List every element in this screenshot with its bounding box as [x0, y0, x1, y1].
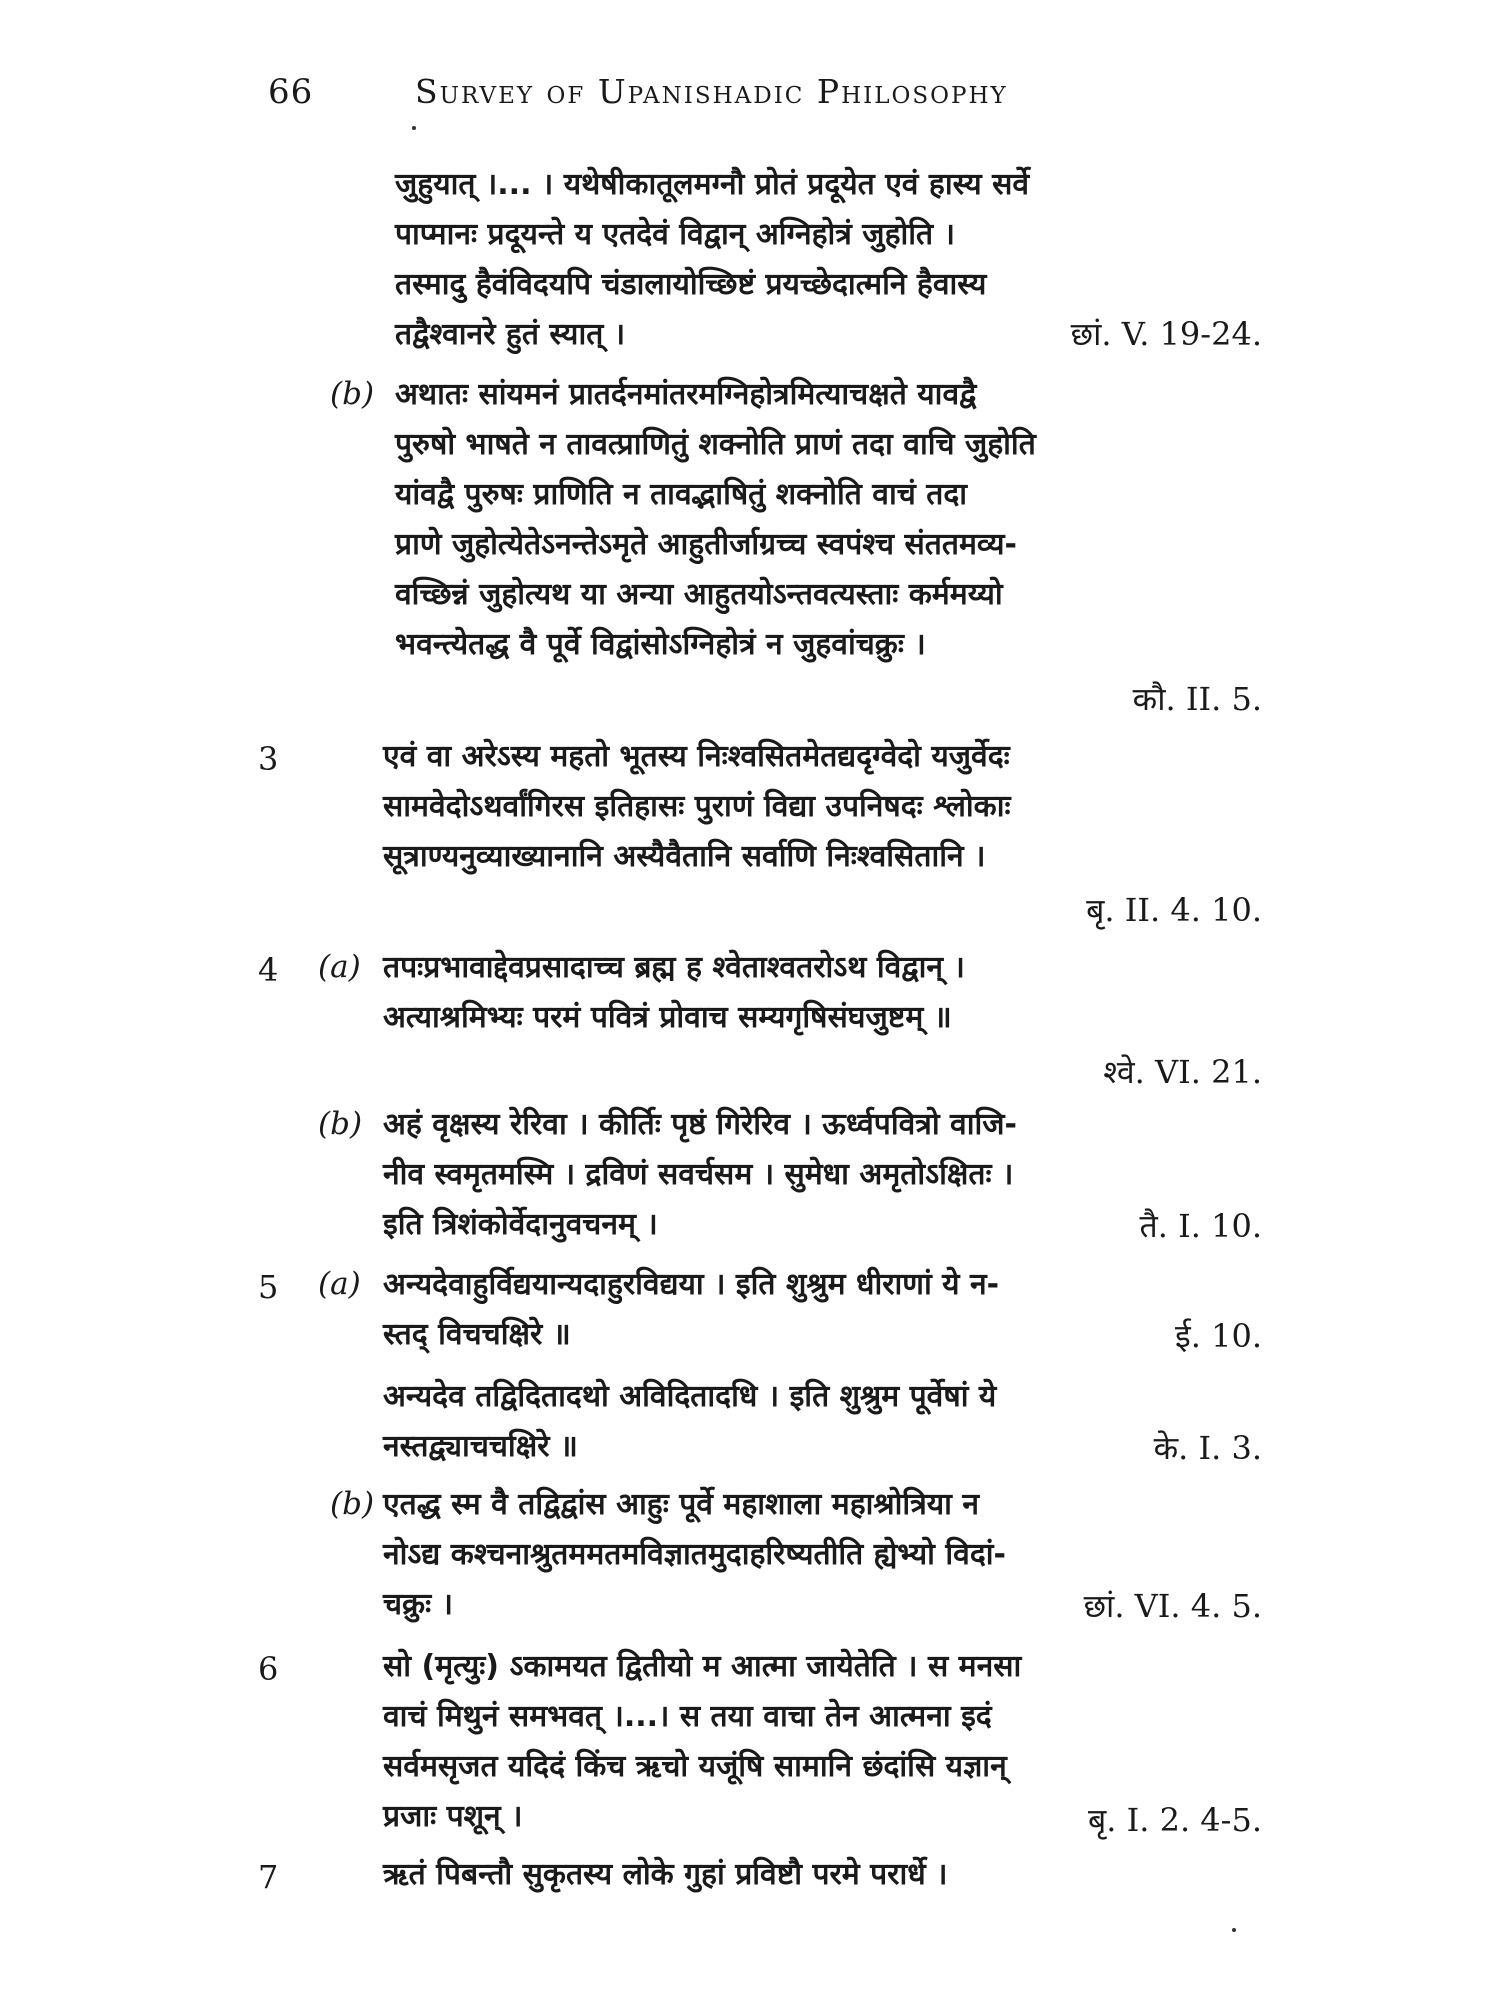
sub-label: (b) — [330, 376, 375, 412]
verse-line: वच्छिन्नं जुहोत्यथ या अन्या आहुतयोऽन्तवत्यस्ताः कर्ममय्यो — [395, 577, 1003, 612]
verse-line: चक्रुः । — [383, 1587, 453, 1622]
sub-label: (b) — [330, 1486, 375, 1522]
verse-line: इति त्रिशंकोर्वेदानुवचनम् । — [383, 1207, 658, 1242]
source-reference: के. I. 3. — [1153, 1429, 1262, 1467]
verse-line: जुहुयात् ।... । यथेषीकातूलमग्नौ प्रोतं प्रदूयेत एवं हास्य सर्वे — [395, 167, 1030, 202]
verse-line: तद्वैश्वानरे हुतं स्यात् । — [395, 317, 626, 352]
verse-line: पाप्मानः प्रदूयन्ते य एतदेवं विद्वान् अग्निहोत्रं जुहोति । — [395, 217, 955, 252]
source-reference: ई. 10. — [1175, 1317, 1262, 1355]
note-number: 3 — [258, 740, 279, 778]
verse-line: यांवद्वै पुरुषः प्राणिति न तावद्भाषितुं शक्नोति वाचं तदा — [395, 477, 968, 512]
source-reference: कौ. II. 5. — [1132, 680, 1262, 718]
page-number: 66 — [268, 72, 314, 112]
verse-line: तस्मादु हैवंविदयपि चंडालायोच्छिष्टं प्रयच्छेदात्मनि हैवास्य — [395, 267, 987, 302]
verse-line: पुरुषो भाषते न तावत्प्राणितुं शक्नोति प्राणं तदा वाचि जुहोति — [395, 427, 1036, 462]
note-number: 7 — [258, 1858, 279, 1896]
verse-line: सामवेदोऽथर्वांगिरस इतिहासः पुराणं विद्या उपनिषदः श्लोकाः — [383, 789, 1011, 824]
verse-line: एतद्ध स्म वै तद्विद्वांस आहुः पूर्वे महाशाला महाश्रोत्रिया न — [383, 1487, 980, 1522]
source-reference: श्वे. VI. 21. — [1103, 1053, 1262, 1091]
verse-line: अथातः सांयमनं प्रातर्दनमांतरमग्निहोत्रमित्याचक्षते यावद्वै — [395, 377, 977, 412]
verse-line: अहं वृक्षस्य रेरिवा । कीर्तिः पृष्ठं गिरेरिव । ऊर्ध्वपवित्रो वाजि- — [383, 1107, 1017, 1142]
print-speck — [1232, 1928, 1236, 1932]
source-reference: छां. VI. 4. 5. — [1083, 1587, 1262, 1625]
verse-line: अन्यदेवाहुर्विद्ययान्यदाहुरविद्यया । इति शुश्रुम धीराणां ये न- — [383, 1267, 1000, 1302]
verse-line: प्राणे जुहोत्येतेऽनन्तेऽमृते आहुतीर्जाग्रच्च स्वपंश्च संततमव्य- — [395, 527, 1018, 562]
verse-line: तपःप्रभावाद्देवप्रसादाच्च ब्रह्म ह श्वेताश्वतरोऽथ विद्वान् । — [383, 950, 965, 985]
verse-line: सर्वमसृजत यदिदं किंच ऋचो यजूंषि सामानि छंदांसि यज्ञान् — [383, 1749, 1007, 1784]
note-number: 5 — [258, 1268, 279, 1306]
source-reference: बृ. II. 4. 10. — [1086, 891, 1262, 929]
verse-line: ऋतं पिबन्तौ सुकृतस्य लोके गुहां प्रविष्टौ परमे परार्धे । — [383, 1857, 948, 1892]
note-number: 4 — [258, 951, 279, 989]
verse-line: नस्तद्व्याचचक्षिरे ॥ — [383, 1429, 578, 1464]
verse-line: नीव स्वमृतमस्मि । द्रविणं सवर्चसम । सुमेधा अमृतोऽक्षितः । — [383, 1157, 1014, 1192]
running-title: Survey of Upanishadic Philosophy — [415, 72, 1008, 111]
verse-line: सो (मृत्युः) ऽकामयत द्वितीयो म आत्मा जायेतेति । स मनसा — [383, 1649, 1022, 1684]
verse-line: स्तद् विचचक्षिरे ॥ — [383, 1317, 571, 1352]
print-speck — [412, 126, 416, 130]
verse-line: वाचं मिथुनं समभवत् ।...। स तया वाचा तेन आत्मना इदं — [383, 1699, 992, 1734]
source-reference: छां. V. 19-24. — [1070, 315, 1262, 353]
verse-line: अन्यदेव तद्विदितादथो अविदितादधि । इति शुश्रुम पूर्वेषां ये — [383, 1379, 997, 1414]
verse-line: नोऽद्य कश्चनाश्रुतममतमविज्ञातमुदाहरिष्यतीति ह्येभ्यो विदां- — [383, 1537, 1006, 1572]
page-header — [0, 72, 1500, 122]
source-reference: बृ. I. 2. 4-5. — [1087, 1801, 1262, 1839]
verse-line: अत्याश्रमिभ्यः परमं पवित्रं प्रोवाच सम्यगृषिसंघजुष्टम् ॥ — [383, 1000, 952, 1035]
source-reference: तै. I. 10. — [1139, 1207, 1262, 1245]
note-number: 6 — [258, 1650, 279, 1688]
sub-label: (a) — [318, 1266, 361, 1302]
verse-line: भवन्त्येतद्ध वै पूर्वे विद्वांसोऽग्निहोत्रं न जुहवांचक्रुः । — [395, 627, 926, 662]
verse-line: प्रजाः पशून् । — [383, 1799, 523, 1834]
verse-line: एवं वा अरेऽस्य महतो भूतस्य निःश्वसितमेतद्यदृग्वेदो यजुर्वेदः — [383, 739, 1010, 774]
sub-label: (a) — [318, 949, 361, 985]
verse-line: सूत्राण्यनुव्याख्यानानि अस्यैवैतानि सर्वाणि निःश्वसितानि । — [383, 839, 986, 874]
sub-label: (b) — [318, 1106, 363, 1142]
